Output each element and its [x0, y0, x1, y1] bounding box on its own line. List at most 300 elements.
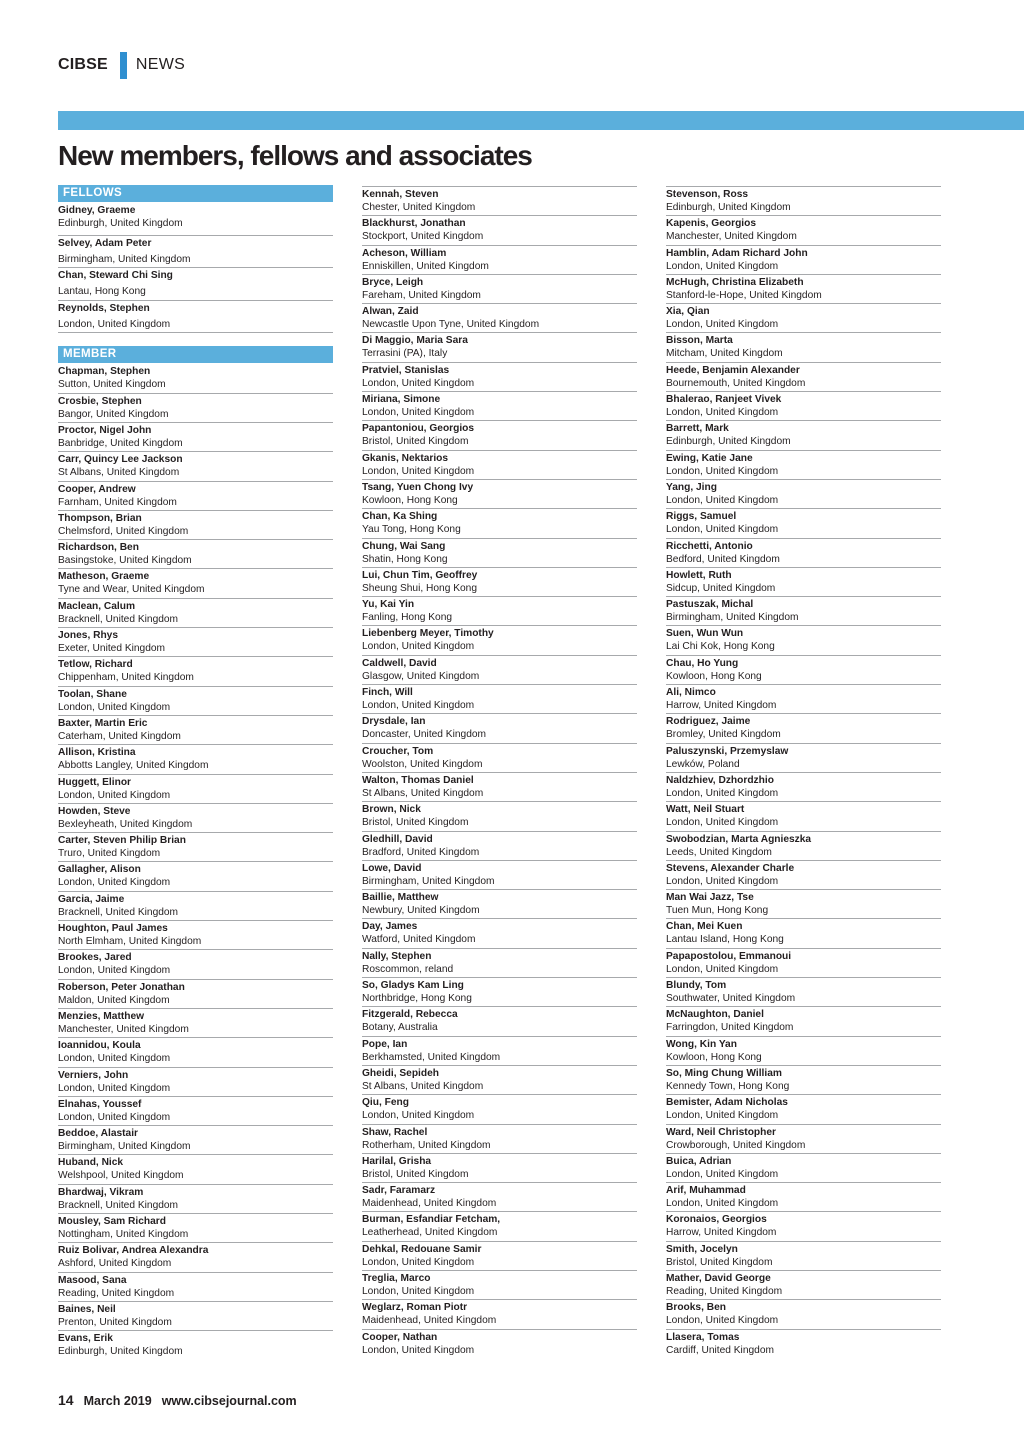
- member-location: Shatin, Hong Kong: [362, 553, 448, 565]
- list-item: [362, 949, 637, 978]
- member-label: MEMBER: [58, 346, 333, 363]
- member-location: Harrow, United Kingdom: [666, 1227, 777, 1239]
- member-name: Liebenberg Meyer, Timothy: [362, 628, 494, 640]
- member-location: Farnham, United Kingdom: [58, 496, 177, 508]
- list-item: [58, 892, 333, 921]
- member-location: Sutton, United Kingdom: [58, 379, 166, 391]
- list-item: [666, 1095, 941, 1124]
- member-location: Fareham, United Kingdom: [362, 289, 481, 301]
- member-name: Gledhill, David: [362, 833, 433, 845]
- member-name: Carr, Quincy Lee Jackson: [58, 454, 183, 466]
- member-location: Edinburgh, United Kingdom: [58, 218, 183, 229]
- list-item: [58, 1243, 333, 1272]
- member-location: Newbury, United Kingdom: [362, 905, 480, 917]
- list-item: [362, 1007, 637, 1036]
- list-item: [362, 304, 637, 333]
- section-label: NEWS: [135, 56, 186, 73]
- member-location: Edinburgh, United Kingdom: [666, 436, 791, 448]
- member-name: Stevenson, Ross: [666, 189, 749, 200]
- member-location: London, United Kingdom: [362, 1110, 475, 1122]
- member-name: Thompson, Brian: [58, 512, 142, 524]
- member-location: Maidenhead, United Kingdom: [362, 1198, 497, 1210]
- page-header: [58, 51, 185, 79]
- list-item: [362, 539, 637, 568]
- member-location: Enniskillen, United Kingdom: [362, 260, 489, 272]
- list-item: [58, 745, 333, 774]
- member-location: Edinburgh, United Kingdom: [58, 1346, 183, 1358]
- member-name: Garcia, Jaime: [58, 893, 125, 905]
- member-location: Abbotts Langley, United Kingdom: [58, 760, 209, 772]
- list-item: [666, 656, 941, 685]
- member-location: Edinburgh, United Kingdom: [666, 202, 791, 213]
- member-location: Doncaster, United Kingdom: [362, 729, 487, 741]
- list-item: [362, 1183, 637, 1212]
- member-location: Lantau, Hong Kong: [58, 286, 146, 298]
- member-name: Elnahas, Youssef: [58, 1098, 142, 1110]
- member-name: Huggett, Elinor: [58, 776, 132, 788]
- member-name: Mousley, Sam Richard: [58, 1215, 166, 1227]
- member-location: Birmingham, United Kingdom: [362, 875, 495, 887]
- member-location: Berkhamsted, United Kingdom: [362, 1051, 501, 1063]
- list-item: [58, 687, 333, 716]
- member-location: Bangor, United Kingdom: [58, 408, 169, 420]
- member-location: Bexleyheath, United Kingdom: [58, 818, 193, 830]
- member-name: Baines, Neil: [58, 1303, 116, 1315]
- list-item: [362, 802, 637, 831]
- member-name: Burman, Esfandiar Fetcham,: [362, 1214, 501, 1226]
- list-item: [666, 187, 941, 216]
- member-name: Brooks, Ben: [666, 1302, 727, 1314]
- list-item: [666, 685, 941, 714]
- member-location: London, United Kingdom: [58, 1111, 171, 1123]
- member-location: Ashford, United Kingdom: [58, 1258, 172, 1270]
- issue-date: March 2019: [83, 1394, 152, 1408]
- member-location: London, United Kingdom: [58, 701, 171, 713]
- member-name: Menzies, Matthew: [58, 1010, 145, 1022]
- member-location: London, United Kingdom: [666, 963, 779, 975]
- column-3: [666, 186, 941, 1359]
- column-2: [362, 186, 637, 1359]
- list-item: [666, 480, 941, 509]
- member-location: Caterham, United Kingdom: [58, 730, 181, 742]
- member-name: Ricchetti, Antonio: [666, 540, 753, 552]
- list-item: [58, 301, 333, 334]
- member-name: Koronaios, Georgios: [666, 1214, 767, 1226]
- member-location: London, United Kingdom: [58, 1082, 171, 1094]
- member-location: Tyne and Wear, United Kingdom: [58, 584, 205, 596]
- list-item: [666, 861, 941, 890]
- member-name: Treglia, Marco: [362, 1272, 431, 1284]
- member-location: Bracknell, United Kingdom: [58, 1199, 179, 1211]
- member-location: Cardiff, United Kingdom: [666, 1344, 774, 1356]
- member-name: Toolan, Shane: [58, 688, 127, 700]
- list-item: [58, 482, 333, 511]
- member-location: London, United Kingdom: [666, 787, 779, 799]
- member-list-column-3: [666, 187, 941, 1359]
- member-name: Bhalerao, Ranjeet Vivek: [666, 394, 782, 406]
- member-location: Mitcham, United Kingdom: [666, 348, 783, 360]
- list-item: [58, 980, 333, 1009]
- list-item: [362, 597, 637, 626]
- member-location: Leeds, United Kingdom: [666, 846, 772, 858]
- list-item: [362, 890, 637, 919]
- member-name: Jones, Rhys: [58, 630, 119, 642]
- list-item: [362, 978, 637, 1007]
- list-item: [362, 392, 637, 421]
- member-location: London, United Kingdom: [666, 1315, 779, 1327]
- decorative-band: [58, 111, 1024, 130]
- list-item: [58, 394, 333, 423]
- member-location: Maldon, United Kingdom: [58, 994, 170, 1006]
- fellows-list: [58, 203, 333, 333]
- member-location: Farringdon, United Kingdom: [666, 1022, 794, 1034]
- member-location: Bristol, United Kingdom: [362, 817, 469, 829]
- list-item: [666, 832, 941, 861]
- member-name: Walton, Thomas Daniel: [362, 774, 474, 786]
- member-location: London, United Kingdom: [666, 407, 779, 419]
- member-location: London, United Kingdom: [362, 377, 475, 389]
- member-location: Rotherham, United Kingdom: [362, 1139, 491, 1151]
- list-item: [58, 1068, 333, 1097]
- list-item: [362, 656, 637, 685]
- member-name: Allison, Kristina: [58, 747, 136, 759]
- member-location: Birmingham, United Kingdom: [58, 1141, 191, 1153]
- list-item: [362, 1242, 637, 1271]
- member-name: Beddoe, Alastair: [58, 1128, 139, 1140]
- list-item: [362, 714, 637, 743]
- member-location: Bradford, United Kingdom: [362, 846, 480, 858]
- member-location: Manchester, United Kingdom: [58, 1023, 189, 1035]
- member-location: Botany, Australia: [362, 1022, 438, 1034]
- member-name: Arif, Muhammad: [666, 1185, 746, 1197]
- member-name: Watt, Neil Stuart: [666, 804, 745, 816]
- member-name: Llasera, Tomas: [666, 1331, 740, 1343]
- member-location: Tuen Mun, Hong Kong: [666, 905, 769, 917]
- list-item: [666, 216, 941, 245]
- member-name: Houghton, Paul James: [58, 923, 168, 935]
- member-name: Pratviel, Stanislas: [362, 364, 450, 376]
- member-location: London, United Kingdom: [58, 1053, 171, 1065]
- list-item: [666, 802, 941, 831]
- member-location: Glasgow, United Kingdom: [362, 670, 480, 682]
- member-name: Richardson, Ben: [58, 542, 139, 554]
- list-item: [666, 392, 941, 421]
- member-location: London, United Kingdom: [58, 877, 171, 889]
- list-item: [362, 568, 637, 597]
- fellows-label: FELLOWS: [58, 185, 333, 202]
- member-location: Yau Tong, Hong Kong: [362, 524, 461, 536]
- member-location: London, United Kingdom: [666, 524, 779, 536]
- member-location: St Albans, United Kingdom: [362, 787, 484, 799]
- member-location: North Elmham, United Kingdom: [58, 936, 202, 948]
- member-name: Huband, Nick: [58, 1157, 124, 1169]
- list-item: [666, 919, 941, 948]
- list-item: [58, 1038, 333, 1067]
- list-item: [666, 773, 941, 802]
- member-location: London, United Kingdom: [666, 1198, 779, 1210]
- member-name: Papapostolou, Emmanoui: [666, 950, 792, 962]
- member-location: Newcastle Upon Tyne, United Kingdom: [362, 319, 540, 331]
- member-name: Cooper, Nathan: [362, 1331, 438, 1343]
- member-name: Roberson, Peter Jonathan: [58, 981, 185, 993]
- member-name: Day, James: [362, 921, 418, 933]
- list-item: [58, 628, 333, 657]
- member-name: Bryce, Leigh: [362, 276, 424, 288]
- member-name: Dehkal, Redouane Samir: [362, 1243, 482, 1255]
- member-name: Ruiz Bolivar, Andrea Alexandra: [58, 1245, 209, 1257]
- list-item: [58, 775, 333, 804]
- member-location: London, United Kingdom: [58, 789, 171, 801]
- member-name: Ward, Neil Christopher: [666, 1126, 776, 1138]
- list-item: [362, 1300, 637, 1329]
- member-name: Barrett, Mark: [666, 423, 729, 435]
- member-location: Truro, United Kingdom: [58, 848, 161, 860]
- member-location: Kowloon, Hong Kong: [666, 1051, 762, 1063]
- member-location: London, United Kingdom: [58, 965, 171, 977]
- list-item: [362, 1154, 637, 1183]
- list-item: [58, 921, 333, 950]
- member-location: Stockport, United Kingdom: [362, 231, 484, 243]
- list-item: [362, 1066, 637, 1095]
- page-footer: [58, 1392, 297, 1408]
- member-location: London, United Kingdom: [58, 318, 171, 330]
- list-item: [58, 1302, 333, 1331]
- list-item: [58, 268, 333, 301]
- member-name: Masood, Sana: [58, 1274, 127, 1286]
- list-item: [58, 236, 333, 269]
- list-item: [362, 1095, 637, 1124]
- member-location: Fanling, Hong Kong: [362, 612, 453, 624]
- member-name: Weglarz, Roman Piotr: [362, 1302, 468, 1314]
- list-item: [362, 773, 637, 802]
- member-location: Chester, United Kingdom: [362, 202, 476, 213]
- member-location: Nottingham, United Kingdom: [58, 1228, 189, 1240]
- list-item: [362, 919, 637, 948]
- member-location: London, United Kingdom: [666, 1168, 779, 1180]
- list-item: [58, 1331, 333, 1360]
- member-name: Lui, Chun Tim, Geoffrey: [362, 569, 478, 581]
- member-name: Naldzhiev, Dzhordzhio: [666, 774, 774, 786]
- member-location: London, United Kingdom: [362, 407, 475, 419]
- member-location: London, United Kingdom: [666, 494, 779, 506]
- member-name: Finch, Will: [362, 687, 413, 699]
- list-item: [362, 509, 637, 538]
- list-item: [666, 275, 941, 304]
- member-location: Terrasini (PA), Italy: [362, 348, 448, 360]
- list-item: [362, 832, 637, 861]
- list-item: [666, 1271, 941, 1300]
- member-name: Gheidi, Sepideh: [362, 1067, 439, 1079]
- member-location: Welshpool, United Kingdom: [58, 1170, 184, 1182]
- member-name: Ewing, Katie Jane: [666, 452, 753, 464]
- list-item: [666, 246, 941, 275]
- member-name: Howden, Steve: [58, 805, 131, 817]
- member-location: London, United Kingdom: [666, 319, 779, 331]
- list-item: [58, 452, 333, 481]
- list-item: [666, 539, 941, 568]
- member-name: Rodriguez, Jaime: [666, 716, 751, 728]
- list-item: [362, 333, 637, 362]
- member-name: Matheson, Graeme: [58, 571, 150, 583]
- member-location: London, United Kingdom: [362, 1256, 475, 1268]
- member-name: Heede, Benjamin Alexander: [666, 364, 800, 376]
- list-item: [58, 569, 333, 598]
- member-name: Blundy, Tom: [666, 980, 727, 992]
- member-name: Wong, Kin Yan: [666, 1038, 737, 1050]
- member-location: London, United Kingdom: [666, 260, 779, 272]
- member-name: McHugh, Christina Elizabeth: [666, 276, 804, 288]
- list-item: [666, 1242, 941, 1271]
- member-name: Xia, Qian: [666, 306, 710, 318]
- list-item: [666, 890, 941, 919]
- list-item: [362, 1330, 637, 1359]
- list-item: [58, 716, 333, 745]
- member-name: Sadr, Faramarz: [362, 1185, 436, 1197]
- list-item: [666, 978, 941, 1007]
- member-location: Kowloon, Hong Kong: [666, 670, 762, 682]
- member-location: London, United Kingdom: [362, 641, 475, 653]
- member-location: Southwater, United Kingdom: [666, 993, 796, 1005]
- list-item: [58, 1273, 333, 1302]
- list-item: [58, 1097, 333, 1126]
- member-location: Manchester, United Kingdom: [666, 231, 797, 243]
- member-name: Brown, Nick: [362, 804, 421, 816]
- member-name: Chan, Steward Chi Sing: [58, 270, 173, 282]
- member-name: Ioannidou, Koula: [58, 1040, 141, 1052]
- member-location: Woolston, United Kingdom: [362, 758, 483, 770]
- list-item: [58, 364, 333, 393]
- list-item: [362, 480, 637, 509]
- list-item: [666, 568, 941, 597]
- member-name: Ali, Nimco: [666, 687, 716, 699]
- member-location: Birmingham, United Kingdom: [666, 612, 799, 624]
- member-name: Bemister, Adam Nicholas: [666, 1097, 788, 1109]
- list-item: [58, 950, 333, 979]
- list-item: [362, 421, 637, 450]
- member-name: Di Maggio, Maria Sara: [362, 335, 468, 347]
- list-item: [362, 861, 637, 890]
- list-item: [666, 1154, 941, 1183]
- member-name: Lowe, David: [362, 862, 422, 874]
- list-item: [58, 423, 333, 452]
- member-location: Bournemouth, United Kingdom: [666, 377, 806, 389]
- list-item: [666, 626, 941, 655]
- member-name: Carter, Steven Philip Brian: [58, 835, 186, 847]
- list-item: [362, 685, 637, 714]
- member-location: Crowborough, United Kingdom: [666, 1139, 806, 1151]
- member-name: Qiu, Feng: [362, 1097, 409, 1109]
- member-location: Bristol, United Kingdom: [362, 1168, 469, 1180]
- member-name: Selvey, Adam Peter: [58, 237, 152, 249]
- member-name: Shaw, Rachel: [362, 1126, 428, 1138]
- list-item: [58, 657, 333, 686]
- member-name: Bhardwaj, Vikram: [58, 1186, 144, 1198]
- list-item: [666, 1330, 941, 1359]
- member-name: Brookes, Jared: [58, 952, 132, 964]
- list-item: [666, 597, 941, 626]
- member-list-column-1: [58, 364, 333, 1360]
- list-item: [666, 1037, 941, 1066]
- list-item: [58, 862, 333, 891]
- member-location: Prenton, United Kingdom: [58, 1316, 172, 1328]
- list-item: [58, 540, 333, 569]
- member-location: Bristol, United Kingdom: [666, 1256, 773, 1268]
- member-location: Bromley, United Kingdom: [666, 729, 781, 741]
- list-item: [362, 275, 637, 304]
- member-name: Acheson, William: [362, 247, 447, 259]
- brand-label: CIBSE: [58, 56, 108, 73]
- member-name: Man Wai Jazz, Tse: [666, 892, 754, 904]
- member-name: Smith, Jocelyn: [666, 1243, 738, 1255]
- member-location: Bracknell, United Kingdom: [58, 906, 179, 918]
- member-location: Kowloon, Hong Kong: [362, 494, 458, 506]
- member-location: Kennedy Town, Hong Kong: [666, 1080, 790, 1092]
- list-item: [362, 216, 637, 245]
- member-name: So, Gladys Kam Ling: [362, 980, 464, 992]
- list-item: [666, 333, 941, 362]
- member-name: Maclean, Calum: [58, 600, 135, 612]
- member-name: Cooper, Andrew: [58, 483, 136, 495]
- list-item: [362, 187, 637, 216]
- member-location: Sidcup, United Kingdom: [666, 582, 776, 594]
- member-name: So, Ming Chung William: [666, 1067, 782, 1079]
- list-item: [666, 509, 941, 538]
- member-name: Fitzgerald, Rebecca: [362, 1009, 458, 1021]
- member-name: Miriana, Simone: [362, 394, 441, 406]
- member-name: Crosbie, Stephen: [58, 395, 142, 407]
- member-location: Northbridge, Hong Kong: [362, 993, 472, 1005]
- member-list-column-2: [362, 187, 637, 1359]
- member-name: Hamblin, Adam Richard John: [666, 247, 808, 259]
- member-location: Lantau Island, Hong Kong: [666, 934, 784, 946]
- list-item: [362, 1271, 637, 1300]
- member-name: Gkanis, Nektarios: [362, 452, 449, 464]
- list-item: [666, 1183, 941, 1212]
- member-location: London, United Kingdom: [362, 465, 475, 477]
- member-location: Birmingham, United Kingdom: [58, 253, 191, 265]
- member-location: Bristol, United Kingdom: [362, 436, 469, 448]
- list-item: [58, 1155, 333, 1184]
- member-name: Chan, Mei Kuen: [666, 921, 743, 933]
- member-name: Gidney, Graeme: [58, 205, 136, 216]
- column-1: [58, 185, 333, 1360]
- member-location: London, United Kingdom: [666, 817, 779, 829]
- member-name: Papantoniou, Georgios: [362, 423, 475, 435]
- list-item: [666, 304, 941, 333]
- member-name: Verniers, John: [58, 1069, 129, 1081]
- header-divider: [120, 52, 127, 79]
- member-name: Stevens, Alexander Charle: [666, 862, 795, 874]
- list-item: [58, 833, 333, 862]
- member-location: Basingstoke, United Kingdom: [58, 555, 192, 567]
- member-name: Evans, Erik: [58, 1333, 113, 1345]
- list-item: [666, 451, 941, 480]
- member-name: Kennah, Steven: [362, 189, 439, 200]
- journal-url: www.cibsejournal.com: [161, 1394, 297, 1408]
- list-item: [666, 744, 941, 773]
- member-name: Nally, Stephen: [362, 950, 432, 962]
- list-item: [362, 1037, 637, 1066]
- member-location: Sheung Shui, Hong Kong: [362, 582, 477, 594]
- member-name: Paluszynski, Przemyslaw: [666, 745, 789, 757]
- list-item: [58, 1185, 333, 1214]
- member-name: McNaughton, Daniel: [666, 1009, 764, 1021]
- list-item: [362, 626, 637, 655]
- list-item: [666, 1007, 941, 1036]
- list-item: [58, 1214, 333, 1243]
- list-item: [666, 1212, 941, 1241]
- member-location: London, United Kingdom: [666, 875, 779, 887]
